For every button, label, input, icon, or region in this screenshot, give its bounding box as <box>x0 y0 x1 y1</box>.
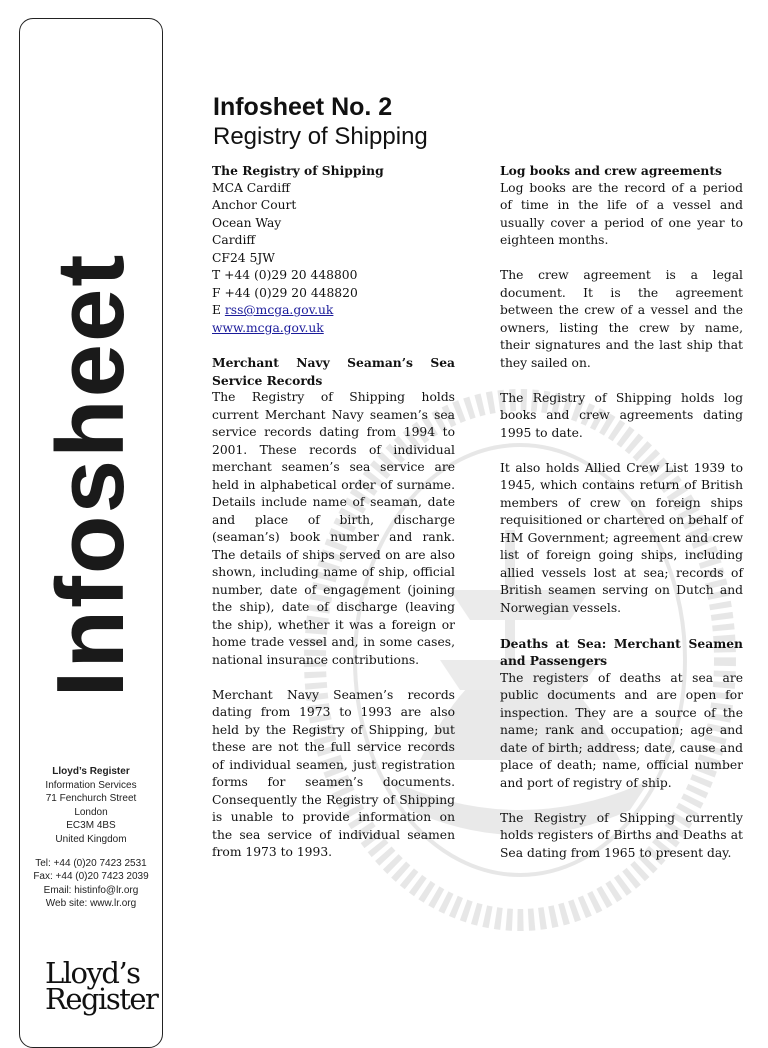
email-link[interactable]: rss@mcga.gov.uk <box>224 303 334 317</box>
address-line: Ocean Way <box>212 215 282 230</box>
deaths-paragraph-1: The registers of deaths at sea are public documents and are open for inspection. They are a source of the name; rank and occupation; age and date of birth; address; date, cause and place of death; name, official number and port of registry of ship. <box>500 670 743 790</box>
contact-tel: Tel: +44 (0)20 7423 2531 <box>35 857 147 869</box>
contact-web: Web site: www.lr.org <box>45 898 137 910</box>
contact-country: United Kingdom <box>55 833 127 845</box>
lloyds-register-logo <box>45 956 158 1017</box>
registry-address <box>212 180 455 338</box>
address-line: Cardiff <box>212 233 256 247</box>
page-title: Infosheet No. 2 <box>213 93 393 121</box>
left-column <box>212 162 455 879</box>
logbooks-heading: Log books and crew agreements <box>500 163 722 178</box>
address-line: Anchor Court <box>212 198 297 212</box>
email-prefix: E <box>212 303 225 317</box>
page-subtitle: Registry of Shipping <box>213 123 428 150</box>
sea-service-paragraph-2: Merchant Navy Seamen’s records dating from 1973 to 1993 are also held by the Registry of Shipping, but these are not the full service records of individual seamen, just registration forms for seamen’s documents. Consequently the Registry of Shipping is unable to provide information on the sea service of individual seamen from 1973 to 1993. <box>212 687 455 859</box>
contact-street: 71 Fenchurch Street <box>45 793 137 805</box>
right-column <box>500 162 743 880</box>
contact-dept: Information Services <box>45 779 137 791</box>
website-link[interactable]: www.mcga.gov.uk <box>212 320 324 335</box>
contact-email: Email: histinfo@lr.org <box>43 884 139 896</box>
address-web-line <box>212 320 455 338</box>
address-fax: F +44 (0)29 20 448820 <box>212 285 358 300</box>
sea-service-heading: Merchant Navy Seaman’s Sea Service Records <box>212 355 455 388</box>
contact-postcode: EC3M 4BS <box>66 820 116 832</box>
contact-city: London <box>74 806 108 818</box>
logbooks-paragraph-4: It also holds Allied Crew List 1939 to 1945, which contains return of British members of crew on foreign ships requisitioned or chartered on behalf of HM Government; agreement and crew list of foreign going ships, including allied vessels lost at sea; records of British seamen serving on Dutch and Norwegian vessels. <box>500 460 743 615</box>
logo-line-2: Register <box>45 982 158 1017</box>
address-email-line <box>212 302 455 320</box>
deaths-paragraph-2: The Registry of Shipping currently holds registers of Births and Deaths at Sea dating from 1965 to present day. <box>500 810 743 860</box>
deaths-heading: Deaths at Sea: Merchant Seamen and Passengers <box>500 635 743 668</box>
address-line: CF24 5JW <box>212 250 275 265</box>
address-phone: T +44 (0)29 20 448800 <box>212 268 358 282</box>
contact-org: Lloyd’s Register <box>52 766 130 777</box>
contact-fax: Fax: +44 (0)20 7423 2039 <box>33 871 149 883</box>
page-header <box>213 92 428 152</box>
logbooks-paragraph-2: The crew agreement is a legal document. It is the agreement between the crew of a vessel and the owners, listing the crew by name, their signatures and the last ship that they sailed on. <box>500 268 743 370</box>
sea-service-paragraph-1: The Registry of Shipping holds current Merchant Navy seamen’s sea service records dating from 1994 to 2001. These records of individual merchant seamen’s sea service are held in alphabetical order of surname. Details include name of seaman, date and place of birth, discharge (seaman’s) book number and rank. The details of ships served on are also shown, including name of ship, official number, date of engagement (joining the ship), date of discharge (leaving the ship), whether it was a foreign or home trade vessel and, in some cases, national insurance contributions. <box>212 390 455 667</box>
vertical-infosheet-title: Infosheet <box>37 252 144 698</box>
registry-heading: The Registry of Shipping <box>212 163 384 178</box>
logbooks-paragraph-3: The Registry of Shipping holds log books and crew agreements dating 1995 to date. <box>500 390 743 440</box>
contact-block <box>19 765 163 911</box>
address-line: MCA Cardiff <box>212 180 290 195</box>
logo-line-1: Lloyd’s <box>45 956 140 990</box>
logbooks-paragraph-1: Log books are the record of a period of time in the life of a vessel and usually cover a period of one year to eighteen months. <box>500 180 743 247</box>
